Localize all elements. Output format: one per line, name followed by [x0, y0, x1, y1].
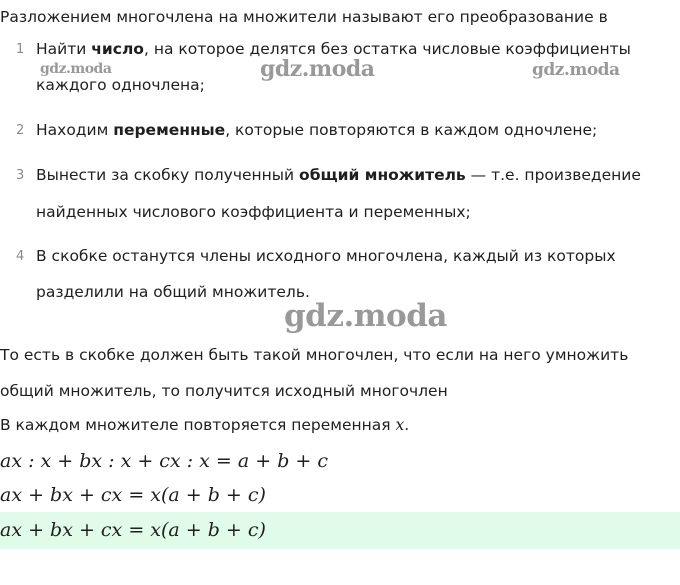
watermark-big: gdz.moda — [284, 298, 447, 334]
intro-line: Разложением многочлена на множители называют его преобразование в — [0, 8, 608, 26]
bold-term: общий множитель — [299, 166, 466, 184]
variable: x — [395, 416, 405, 434]
equation-3-answer — [0, 519, 266, 541]
list-number: 1 — [16, 42, 25, 57]
paragraph-line-2: общий множитель, то получится исходный многочлен — [0, 382, 448, 400]
text-segment: В каждом множителе повторяется переменная — [0, 416, 396, 434]
watermark-right: gdz.moda — [532, 60, 620, 80]
text-segment: Находим — [36, 121, 114, 139]
paragraph-line-1: То есть в скобке должен быть такой многочлен, что если на него умножить — [0, 346, 629, 364]
list-item-text — [36, 166, 641, 184]
list-number: 4 — [16, 249, 25, 264]
list-item-text-line2: разделили на общий множитель. — [36, 283, 310, 301]
equation-2 — [0, 484, 266, 506]
text-segment: . — [404, 416, 410, 434]
equation-text: ax + bx + cx = x(a + b + c) — [0, 519, 266, 541]
equation-text: ax + bx + cx = x(a + b + c) — [0, 484, 266, 506]
equation-1 — [0, 450, 328, 472]
list-item-text: В скобке останутся члены исходного многочлена, каждый из которых — [36, 247, 616, 265]
text-segment: , на которое делятся без остатка числовые коэффициенты — [143, 40, 631, 58]
list-number: 3 — [16, 168, 25, 183]
list-number: 2 — [16, 123, 25, 138]
text-segment: Найти — [36, 40, 92, 58]
bold-term: число — [91, 40, 144, 58]
bold-term: переменные — [113, 121, 226, 139]
equation-text: ax : x + bx : x + cx : x = a + b + c — [0, 450, 328, 472]
text-segment: — т.е. произведение — [465, 166, 641, 184]
text-segment: , которые повторяются в каждом одночлене; — [225, 121, 598, 139]
list-item-text-line2: найденных числового коэффициента и переменных; — [36, 203, 471, 221]
text-segment: Вынести за скобку полученный — [36, 166, 300, 184]
list-item-text-line2: каждого одночлена; — [36, 76, 205, 94]
paragraph-line-3 — [0, 416, 409, 434]
watermark-mid: gdz.moda — [260, 56, 375, 82]
watermark-small-left: gdz.moda — [40, 61, 112, 77]
list-item-text — [36, 121, 597, 139]
